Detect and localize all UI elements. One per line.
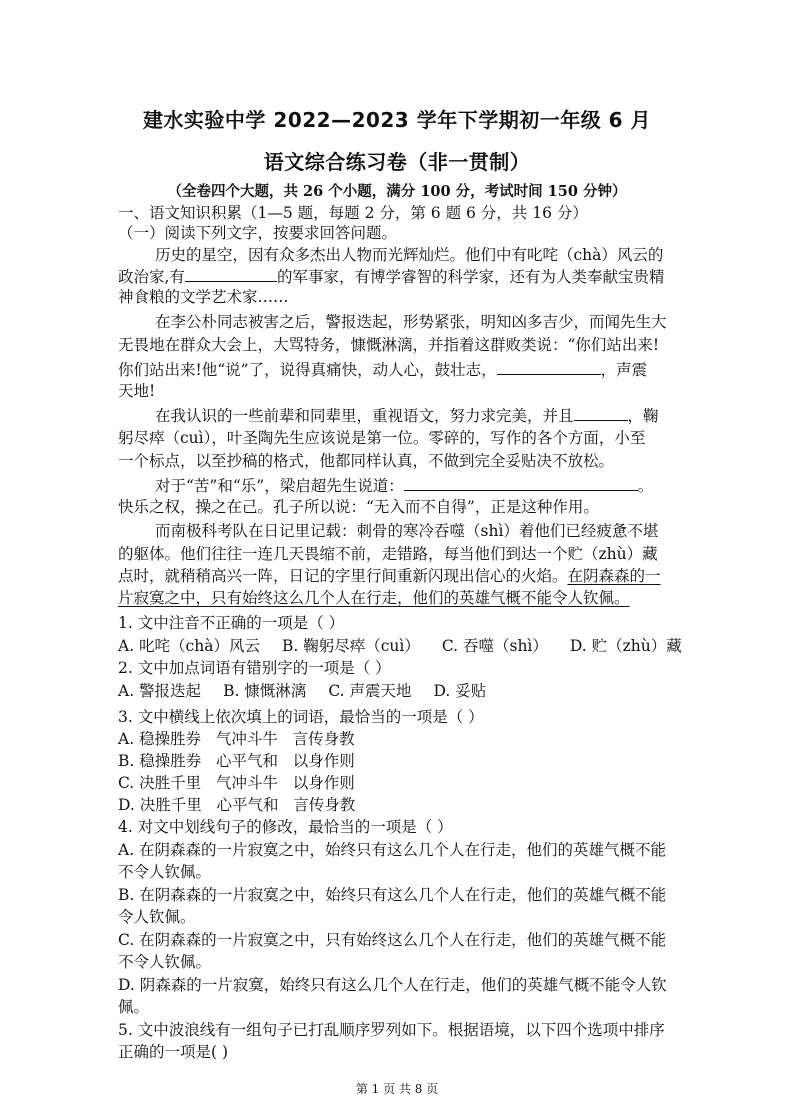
passage-text: 你们站出来!他“说”了，说得真痛快，动人心，鼓壮志，	[118, 361, 497, 379]
option-a: A. 叱咤（chà）风云	[118, 637, 260, 655]
option-c: C. 吞噬（shì）	[441, 637, 548, 655]
option-a: A. 稳操胜券 气冲斗牛 言传身教	[118, 730, 355, 748]
passage-text: ，鞠	[627, 407, 659, 425]
fill-blank-1	[185, 265, 277, 282]
subsection-heading: （一）阅读下列文字，按要求回答问题。	[118, 224, 398, 242]
fill-blank-2	[497, 358, 601, 375]
exam-note: （全卷四个大题，共 26 个小题，满分 100 分，考试时间 150 分钟）	[167, 183, 627, 200]
passage-text: 在我认识的一些前辈和同辈里，重视语文，努力求完美，并且	[155, 407, 574, 425]
option-c: C. 在阴森森的一片寂寞之中，只有始终这么几个人在行走，他们的英雄气概不能	[118, 931, 667, 949]
section-heading: 一、语文知识积累（1—5 题，每题 2 分，第 6 题 6 分，共 16 分）	[118, 204, 588, 222]
option-b: B. 慷慨淋漓	[223, 682, 307, 700]
passage-line: 的躯体。他们往往一连几天畏缩不前，走错路，每当他们到达一个贮（zhù）藏	[118, 545, 658, 563]
option-c: C. 决胜千里 气冲斗牛 以身作则	[118, 774, 355, 792]
option-b: B. 鞠躬尽瘁（cuì）	[281, 637, 420, 655]
passage-line: 神食粮的文学艺术家……	[118, 288, 289, 306]
question-1-stem: 1. 文中注音不正确的一项是（ ）	[118, 614, 345, 632]
passage-line	[118, 265, 664, 288]
option-a-cont: 不令人钦佩。	[118, 863, 212, 881]
passage-line	[155, 474, 653, 497]
option-b: B. 稳操胜券 心平气和 以身作则	[118, 752, 355, 770]
option-c-cont: 不令人钦佩。	[118, 953, 212, 971]
fill-blank-4	[404, 474, 638, 491]
option-d: D. 妥贴	[433, 682, 487, 700]
exam-subtitle: 语文综合练习卷（非一贯制）	[263, 150, 531, 174]
passage-line: 天地!	[118, 382, 156, 400]
question-5-stem: 5. 文中波浪线有一组句子已打乱顺序罗列如下。根据语境，以下四个选项中排序	[118, 1021, 665, 1039]
question-2-stem: 2. 文中加点词语有错别字的一项是（ ）	[118, 659, 391, 677]
passage-line: 躬尽瘁（cuì），叶圣陶先生应该说是第一位。零碎的，写作的各个方面，小至	[118, 429, 646, 447]
passage-line: 在李公朴同志被害之后，警报迭起，形势紧张，明知凶多吉少，而闻先生大	[155, 313, 667, 331]
fill-blank-3	[574, 404, 628, 421]
passage-text: 的军事家，有博学睿智的科学家，还有为人类奉献宝贵精	[276, 268, 665, 286]
exam-title: 建水实验中学 2022—2023 学年下学期初一年级 6 月	[142, 108, 652, 132]
option-d-cont: 佩。	[118, 998, 150, 1016]
passage-text: 对于“苦”和“乐”，梁启超先生说道：	[155, 477, 404, 495]
option-d: D. 贮（zhù）藏	[569, 637, 682, 655]
passage-text: 点时，就稍稍高兴一阵，日记的字里行间重新闪现出信心的火焰。	[118, 567, 568, 585]
passage-text: ，声震	[600, 361, 648, 379]
passage-text: 政治家,有	[118, 268, 185, 286]
question-4-stem: 4. 对文中划线句子的修改，最恰当的一项是（ ）	[118, 818, 453, 836]
option-d: D. 决胜千里 心平气和 言传身教	[118, 796, 356, 814]
passage-line: 无畏地在群众大会上，大骂特务，慷慨淋漓，并指着这群败类说：“你们站出来!	[118, 336, 660, 354]
passage-line	[118, 358, 647, 381]
option-d: D. 阴森森的一片寂寞，始终只有这么几个人在行走，他们的英雄气概不能令人钦	[118, 976, 667, 994]
passage-line: 历史的星空，因有众多杰出人物而光辉灿烂。他们中有叱咤（chà）风云的	[155, 246, 664, 264]
option-c: C. 声震天地	[328, 682, 412, 700]
option-b: B. 在阴森森的一片寂寞之中，始终只有这么几个人在行走，他们的英雄气概不能	[118, 886, 667, 904]
passage-line: 快乐之权，操之在己。孔子所以说：“无入而不自得”，正是这种作用。	[118, 498, 599, 516]
underlined-sentence: 片寂寞之中，只有始终这么几个人在行走，他们的英雄气概不能令人钦佩。	[118, 589, 630, 607]
page-number: 第 1 页 共 8 页	[355, 1082, 439, 1096]
question-3-stem: 3. 文中横线上依次填上的词语，最恰当的一项是（ ）	[118, 708, 484, 726]
underlined-sentence: 在阴森森的一	[567, 567, 661, 585]
option-a: A. 警报迭起	[118, 682, 202, 700]
passage-line	[118, 565, 661, 587]
passage-line: 而南极科考队在日记里记载：刺骨的寒冷吞噬（shì）着他们已经疲惫不堪	[155, 522, 659, 540]
passage-line: 一个标点，以至抄稿的格式，他都同样认真，不做到完全妥贴决不放松。	[118, 452, 615, 470]
question-1-options	[118, 635, 704, 657]
passage-text: 。	[637, 477, 654, 495]
option-b-cont: 令人钦佩。	[118, 908, 196, 926]
question-2-options	[118, 680, 508, 702]
option-a: A. 在阴森森的一片寂寞之中，始终只有这么几个人在行走，他们的英雄气概不能	[118, 841, 667, 859]
question-5-stem-cont: 正确的一项是( )	[118, 1043, 229, 1061]
passage-line	[155, 404, 659, 427]
